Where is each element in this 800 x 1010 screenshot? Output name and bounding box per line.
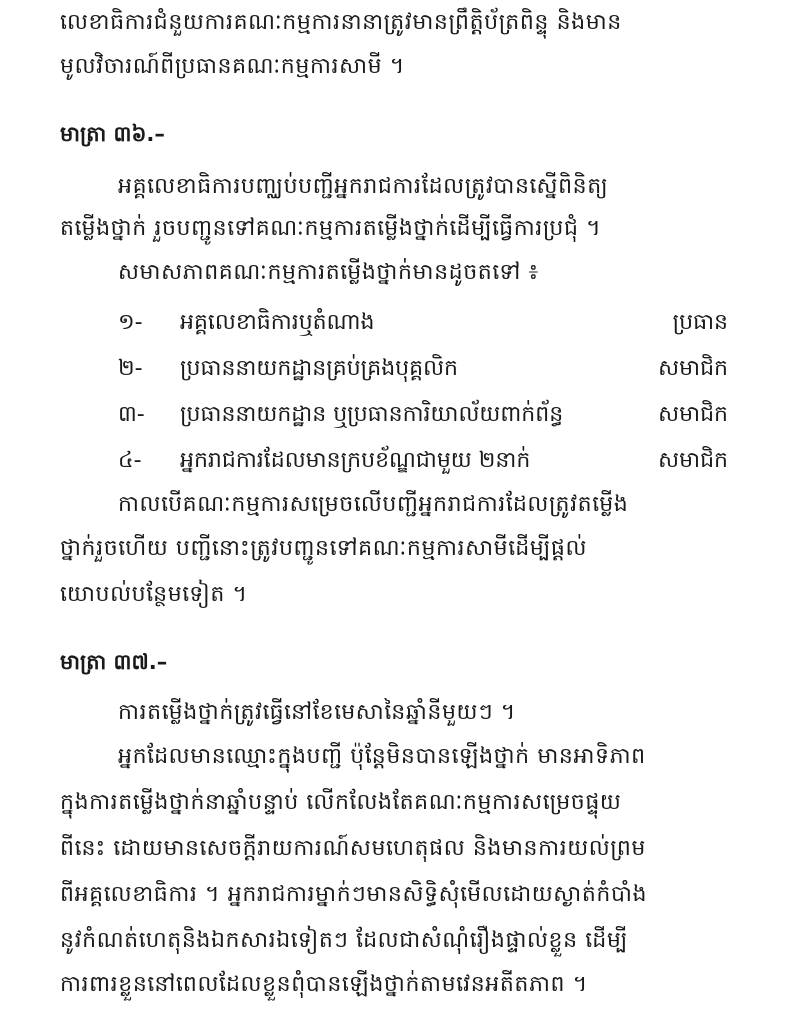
- article-36-heading: មាត្រា ៣៦.–: [60, 122, 165, 146]
- member-role: ប្រធាន: [672, 310, 728, 335]
- member-row: [118, 354, 728, 388]
- member-number: ២-: [118, 356, 143, 381]
- article-37-para-2-line-1: អ្នកដែលមានឈ្មោះក្នុងបញ្ជី ប៉ុន្តែមិនបានឡើងថ្នាក់ មានអាទិភាព: [118, 744, 646, 769]
- member-number: ១-: [118, 310, 143, 335]
- article-36-para-1-line-1: អគ្គលេខាធិការបញ្ឈប់បញ្ជីអ្នករាជការដែលត្រូវបានស្នើពិនិត្យ: [118, 174, 609, 199]
- article-37-para-2-line-4: ពីអគ្គលេខាធិការ ។ អ្នករាជការម្នាក់ៗមានសិទ្ធិសុំមើលដោយស្ងាត់កំបាំង: [60, 882, 648, 907]
- article-37-para-2-line-6: ការពារខ្លួននៅពេលដែលខ្លួនពុំបានឡើងថ្នាក់តាមវេនអតីតភាព ។: [60, 972, 588, 997]
- member-row: [118, 400, 728, 434]
- article-36-para-3-line-1: កាលបើគណៈកម្មការសម្រេចលើបញ្ជីអ្នករាជការដែលត្រូវតម្លើង: [118, 492, 629, 517]
- member-role: សមាជិក: [658, 402, 728, 427]
- member-row: [118, 308, 728, 342]
- intro-line-1: លេខាធិការជំនួយការគណៈកម្មការនានាត្រូវមានព្រឹត្តិប័ត្រពិន្ទុ និងមាន: [60, 10, 622, 35]
- intro-line-2: មូលវិចារណ៍ពីប្រធានគណៈកម្មការសាមី ។: [60, 54, 405, 79]
- article-37-para-2-line-3: ពីនេះ ដោយមានសេចក្តីរាយការណ៍សមហេតុផល និងមានការយល់ព្រម: [60, 836, 646, 861]
- article-36-para-3-line-2: ថ្នាក់រួចហើយ បញ្ជីនោះត្រូវបញ្ជូនទៅគណៈកម្មការសាមីដើម្បីផ្តល់: [60, 536, 588, 561]
- member-name: អ្នករាជការដែលមានក្របខ័ណ្ឌជាមួយ ២នាក់: [180, 448, 531, 473]
- article-36-para-3-line-3: យោបល់បន្ថែមទៀត ។: [60, 582, 248, 607]
- article-37-para-2-line-5: នូវកំណត់ហេតុនិងឯកសារឯទៀតៗ ដែលជាសំណុំរឿងផ្ទាល់ខ្លួន ដើម្បី: [60, 928, 628, 953]
- member-role: សមាជិក: [658, 448, 728, 473]
- article-36-para-1-line-2: តម្លើងថ្នាក់ រួចបញ្ជូនទៅគណៈកម្មការតម្លើងថ្នាក់ដើម្បីធ្វើការប្រជុំ ។: [60, 216, 602, 241]
- member-number: ៤-: [118, 448, 142, 473]
- article-37-para-1: ការតម្លើងថ្នាក់ត្រូវធ្វើនៅខែមេសានៃឆ្នាំនីមួយៗ ។: [118, 700, 516, 725]
- member-name: អគ្គលេខាធិការឬតំណាង: [180, 310, 375, 335]
- member-name: ប្រធាននាយកដ្ឋានគ្រប់គ្រងបុគ្គលិក: [180, 356, 459, 381]
- member-number: ៣-: [118, 402, 145, 427]
- article-37-para-2-line-2: ក្នុងការតម្លើងថ្នាក់នាឆ្នាំបន្ទាប់ លើកលែងតែគណៈកម្មការសម្រេចផ្ទុយ: [60, 790, 622, 815]
- member-row: [118, 446, 728, 480]
- article-37-heading: មាត្រា ៣៧.–: [60, 650, 168, 674]
- member-name: ប្រធាននាយកដ្ឋាន ឬប្រធានការិយាល័យពាក់ព័ន្ធ: [180, 402, 564, 427]
- article-36-para-2: សមាសភាពគណៈកម្មការតម្លើងថ្នាក់មានដូចតទៅ ៖: [118, 260, 539, 285]
- member-role: សមាជិក: [658, 356, 728, 381]
